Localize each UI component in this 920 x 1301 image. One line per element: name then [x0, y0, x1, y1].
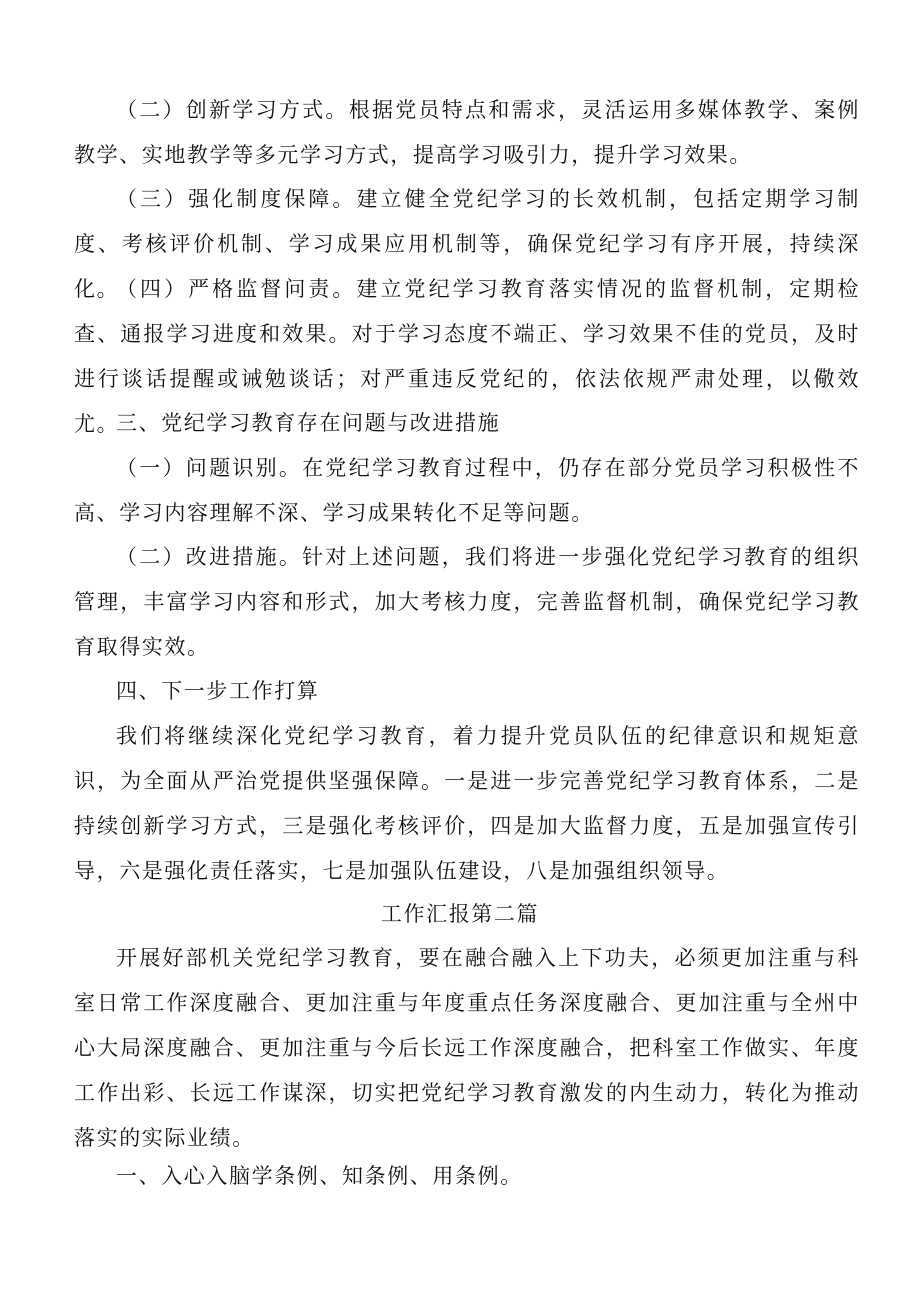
section-heading-problems: 三、党纪学习教育存在问题与改进措施 [116, 411, 501, 435]
paragraph-next-steps-plan: 我们将继续深化党纪学习教育，着力提升党员队伍的纪律意识和规矩意识，为全面从严治党提供坚强保障。一是进一步完善党纪学习教育体系，二是持续创新学习方式，三是强化考核评价，四是加大监督力度，五是加强宣传引导，六是强化责任落实，七是加强队伍建设，八是加强组织领导。 [74, 724, 860, 883]
paragraph-problem-identification: （一）问题识别。在党纪学习教育过程中，仍存在部分党员学习积极性不高、学习内容理解不深、学习成果转化不足等问题。 [74, 456, 860, 525]
paragraph-innovate-learning-methods: （二）创新学习方式。根据党员特点和需求，灵活运用多媒体教学、案例教学、实地教学等多元学习方式，提高学习吸引力，提升学习效果。 [74, 98, 860, 167]
paragraph-improvement-measures: （二）改进措施。针对上述问题，我们将进一步强化党纪学习教育的组织管理，丰富学习内容和形式，加大考核力度，完善监督机制，确保党纪学习教育取得实效。 [74, 545, 860, 659]
paragraph-strict-supervision: （四）严格监督问责。建立党纪学习教育落实情况的监督机制，定期检查、通报学习进度和效果。对于学习态度不端正、学习效果不佳的党员，及时进行谈话提醒或诫勉谈话；对严重违反党纪的，依法依规严肃处理，以儆效尤。 [74, 277, 860, 436]
section-heading-regulations: 一、入心入脑学条例、知条例、用条例。 [116, 1164, 523, 1188]
second-report-title: 工作汇报第二篇 [380, 902, 540, 926]
paragraph-strengthen-system-guarantee: （三）强化制度保障。建立健全党纪学习的长效机制，包括定期学习制度、考核评价机制、学习成果应用机制等，确保党纪学习有序开展，持续深化。 [74, 187, 860, 301]
section-heading-next-steps: 四、下一步工作打算 [116, 679, 320, 703]
paragraph-second-report-intro: 开展好部机关党纪学习教育，要在融合融入上下功夫，必须更加注重与科室日常工作深度融合、更加注重与年度重点任务深度融合、更加注重与全州中心大局深度融合、更加注重与今后长远工作深度融合，把科室工作做实、年度工作出彩、长远工作谋深，切实把党纪学习教育激发的内生动力，转化为推动落实的实际业绩。 [74, 946, 860, 1150]
